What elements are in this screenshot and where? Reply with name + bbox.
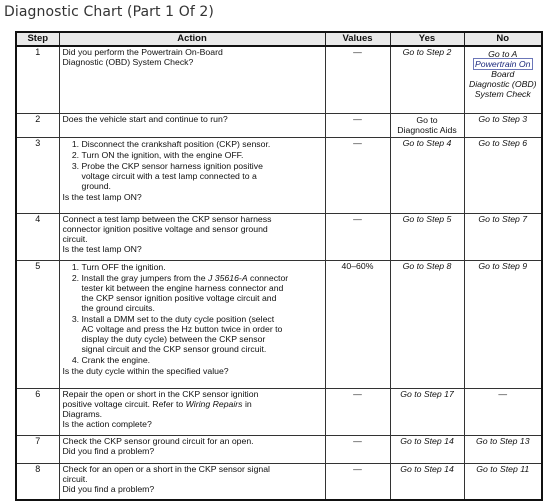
header-yes: Yes bbox=[390, 32, 464, 46]
no-action: — bbox=[464, 388, 542, 435]
yes-action[interactable]: Go to Step 14 bbox=[390, 435, 464, 463]
yes-action[interactable]: Go to Step 4 bbox=[390, 137, 464, 213]
step-action bbox=[59, 463, 325, 500]
no-action[interactable]: Go to Step 11 bbox=[464, 463, 542, 500]
action-line: Check the CKP sensor ground circuit for an open. bbox=[62, 435, 254, 446]
action-steps-list bbox=[63, 262, 322, 365]
no-action-text: Diagnostic (OBD) bbox=[468, 79, 537, 89]
step-value: 40–60% bbox=[325, 260, 390, 388]
obd-system-check-link[interactable]: Powertrain On bbox=[474, 59, 531, 69]
step-action bbox=[59, 435, 325, 463]
action-line: connector ignition positive voltage and sensor ground bbox=[62, 223, 268, 234]
table-row bbox=[16, 137, 542, 213]
step-action bbox=[59, 213, 325, 260]
step-number: 4 bbox=[16, 213, 59, 260]
step-value: — bbox=[325, 113, 390, 137]
step-value: — bbox=[325, 137, 390, 213]
header-action: Action bbox=[59, 32, 325, 46]
step-number: 1 bbox=[16, 46, 59, 113]
no-action[interactable]: Go to Step 9 bbox=[464, 260, 542, 388]
step-action bbox=[59, 260, 325, 388]
no-action[interactable]: Go to Step 13 bbox=[464, 435, 542, 463]
yes-action[interactable]: Go to Step 2 bbox=[390, 46, 464, 113]
action-question: Is the test lamp ON? bbox=[62, 191, 142, 202]
action-line: Did you perform the Powertrain On-Board bbox=[62, 47, 223, 57]
header-step: Step bbox=[16, 32, 59, 46]
action-line: positive voltage circuit. Refer to Wiring Repairs in bbox=[62, 398, 252, 409]
yes-action[interactable]: Go to Step 8 bbox=[390, 260, 464, 388]
action-line: circuit. bbox=[62, 473, 88, 484]
action-line: circuit. bbox=[62, 233, 88, 244]
list-item: 4. Crank the engine. bbox=[82, 355, 322, 365]
tool-number: J 35616-A bbox=[208, 272, 248, 283]
table-row bbox=[16, 113, 542, 137]
list-item: 1. Turn OFF the ignition. bbox=[82, 262, 322, 272]
yes-action-text: Diagnostic Aids bbox=[397, 125, 457, 135]
table-row bbox=[16, 213, 542, 260]
table-row bbox=[16, 388, 542, 435]
yes-action-text: Go to bbox=[416, 115, 438, 125]
action-question: Is the test lamp ON? bbox=[62, 243, 142, 254]
step-number: 3 bbox=[16, 137, 59, 213]
page-title: Diagnostic Chart (Part 1 Of 2) bbox=[4, 4, 214, 20]
list-item: 3. Probe the CKP sensor harness ignition positive voltage circuit with a test lamp connected to a ground. bbox=[82, 161, 322, 191]
step-action bbox=[59, 46, 325, 113]
table-row bbox=[16, 46, 542, 113]
no-action[interactable] bbox=[464, 46, 542, 113]
step-number: 5 bbox=[16, 260, 59, 388]
table-row bbox=[16, 435, 542, 463]
step-value: — bbox=[325, 213, 390, 260]
action-line: Connect a test lamp between the CKP sensor harness bbox=[62, 213, 272, 224]
step-value: — bbox=[325, 388, 390, 435]
step-number: 6 bbox=[16, 388, 59, 435]
action-steps-list bbox=[63, 139, 322, 191]
header-values: Values bbox=[325, 32, 390, 46]
no-action-text: Go to A bbox=[488, 49, 518, 59]
yes-action[interactable] bbox=[390, 113, 464, 137]
step-number: 2 bbox=[16, 113, 59, 137]
table-row bbox=[16, 463, 542, 500]
list-item: 1. Disconnect the crankshaft position (CKP) sensor. bbox=[82, 139, 322, 149]
action-line: Diagnostic (OBD) System Check? bbox=[62, 57, 194, 67]
step-number: 8 bbox=[16, 463, 59, 500]
action-question: Did you find a problem? bbox=[62, 483, 155, 494]
no-action[interactable]: Go to Step 7 bbox=[464, 213, 542, 260]
action-question: Is the action complete? bbox=[62, 418, 152, 429]
step-value: — bbox=[325, 463, 390, 500]
step-value: — bbox=[325, 435, 390, 463]
header-row bbox=[16, 32, 542, 46]
no-action[interactable]: Go to Step 6 bbox=[464, 137, 542, 213]
header-no: No bbox=[464, 32, 542, 46]
no-action[interactable]: Go to Step 3 bbox=[464, 113, 542, 137]
step-number: 7 bbox=[16, 435, 59, 463]
action-question: Did you find a problem? bbox=[62, 445, 155, 456]
no-action-text: System Check bbox=[474, 89, 531, 99]
step-action bbox=[59, 388, 325, 435]
action-line: Does the vehicle start and continue to run? bbox=[62, 113, 228, 124]
action-line: Check for an open or a short in the CKP sensor signal bbox=[62, 463, 270, 474]
yes-action[interactable]: Go to Step 17 bbox=[390, 388, 464, 435]
table-row bbox=[16, 260, 542, 388]
step-action bbox=[59, 113, 325, 137]
action-line: Diagrams. bbox=[62, 408, 103, 419]
step-action bbox=[59, 137, 325, 213]
wiring-repairs-link[interactable]: Wiring Repairs bbox=[185, 398, 243, 409]
action-question: Is the duty cycle within the specified value? bbox=[62, 365, 229, 376]
step-value: — bbox=[325, 46, 390, 113]
list-item: 2. Turn ON the ignition, with the engine OFF. bbox=[82, 150, 322, 160]
list-item: 3. Install a DMM set to the duty cycle position (select AC voltage and press the Hz button twice in order to display the duty cycle) between the CKP sensor signal circuit and the CKP sensor ground circuit. bbox=[82, 314, 322, 354]
yes-action[interactable]: Go to Step 5 bbox=[390, 213, 464, 260]
yes-action[interactable]: Go to Step 14 bbox=[390, 463, 464, 500]
diagnostic-chart-table bbox=[15, 31, 543, 501]
action-line: Repair the open or short in the CKP sensor ignition bbox=[62, 388, 259, 399]
no-action-text: Board bbox=[491, 69, 515, 79]
list-item: 2. Install the gray jumpers from the J 35616-A connector tester kit between the engine harness connector and the CKP sensor ignition positive voltage circuit and the ground circuits. bbox=[82, 273, 322, 313]
